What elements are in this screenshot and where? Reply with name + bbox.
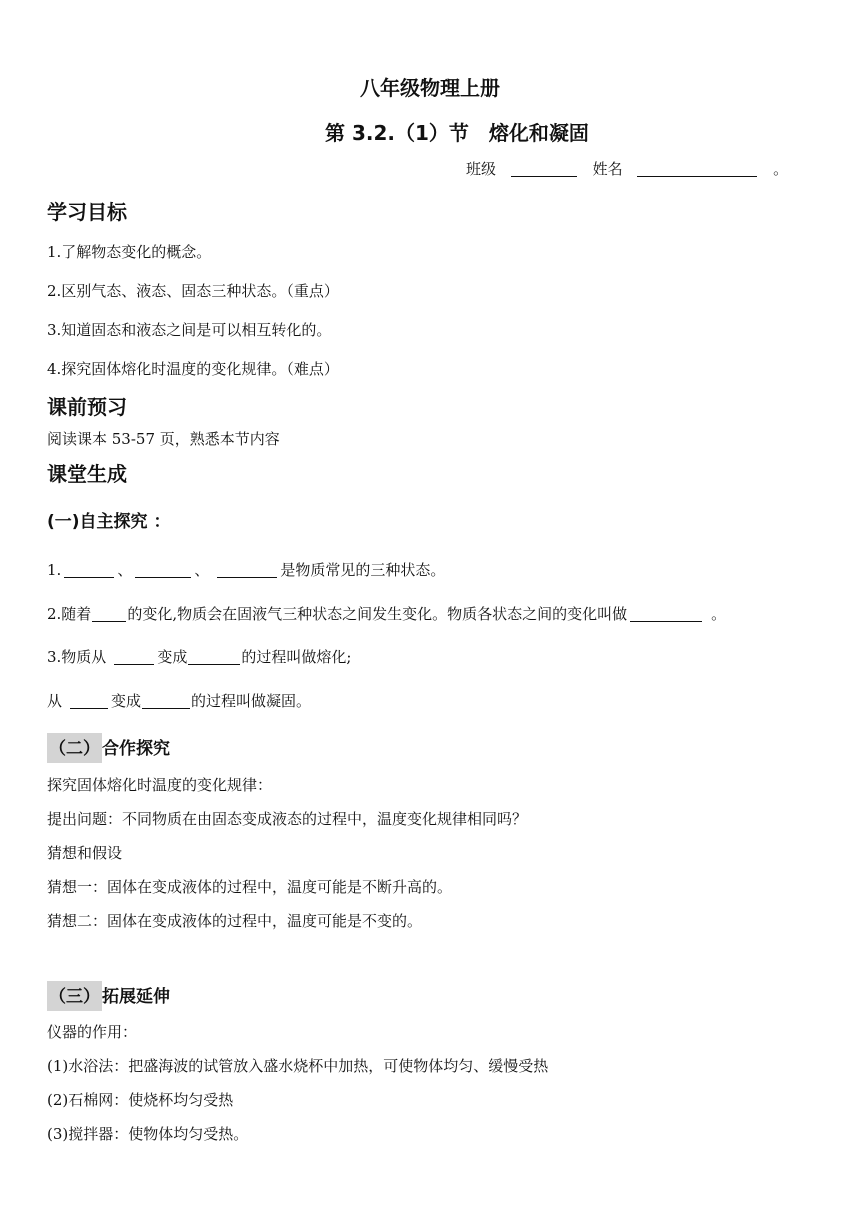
section3-heading xyxy=(47,982,170,1007)
q4-suffix: 的过程叫做凝固。 xyxy=(191,692,312,710)
q1-blank-3[interactable] xyxy=(217,561,277,578)
goals-heading: 学习目标 xyxy=(47,200,127,224)
q1-prefix: 1. xyxy=(47,561,62,579)
preview-heading: 课前预习 xyxy=(47,395,127,419)
q4-mid: 变成 xyxy=(111,692,142,710)
name-blank[interactable] xyxy=(637,160,757,177)
preview-text: 阅读课本 53-57 页，熟悉本节内容 xyxy=(47,430,280,448)
question-1 xyxy=(47,559,445,580)
class-name-line xyxy=(466,158,788,179)
q3-suffix: 的过程叫做熔化; xyxy=(241,648,352,666)
section2-label: （二） xyxy=(47,733,102,763)
q2-blank-1[interactable] xyxy=(92,605,126,622)
class-blank[interactable] xyxy=(511,160,577,177)
goal-item: 1.了解物态变化的概念。 xyxy=(47,243,212,261)
q2-blank-2[interactable] xyxy=(630,605,702,622)
section3-line: (2)石棉网：使烧杯均匀受热 xyxy=(47,1091,234,1109)
q3-blank-1[interactable] xyxy=(114,648,154,665)
class-heading: 课堂生成 xyxy=(47,462,127,486)
q3-mid: 变成 xyxy=(157,648,188,666)
book-title: 八年级物理上册 xyxy=(360,76,500,100)
section3-title: 拓展延伸 xyxy=(102,987,170,1007)
q3-prefix: 3.物质从 xyxy=(47,648,107,666)
section2-line: 猜想二：固体在变成液体的过程中，温度可能是不变的。 xyxy=(47,912,423,930)
section3-label: （三） xyxy=(47,981,102,1011)
section2-line: 猜想一：固体在变成液体的过程中，温度可能是不断升高的。 xyxy=(47,878,453,896)
end-mark: 。 xyxy=(773,160,789,178)
goal-item: 2.区别气态、液态、固态三种状态。（重点） xyxy=(47,282,339,300)
section2-heading xyxy=(47,734,170,759)
lesson-title: 第 3.2.（1）节 熔化和凝固 xyxy=(325,121,589,145)
goal-item: 4.探究固体熔化时温度的变化规律。（难点） xyxy=(47,360,339,378)
section2-line: 猜想和假设 xyxy=(47,844,123,862)
q4-prefix: 从 xyxy=(47,692,63,710)
q1-blank-1[interactable] xyxy=(64,561,114,578)
q2-suffix: 。 xyxy=(711,605,727,623)
question-3 xyxy=(47,646,351,667)
section2-title: 合作探究 xyxy=(102,739,170,759)
question-2 xyxy=(47,603,726,624)
q4-blank-1[interactable] xyxy=(70,692,108,709)
q4-blank-2[interactable] xyxy=(142,692,190,709)
q2-middle: 的变化,物质会在固液气三种状态之间发生变化。物质各状态之间的变化叫做 xyxy=(127,605,628,623)
q2-prefix: 2.随着 xyxy=(47,605,92,623)
q1-suffix: 是物质常见的三种状态。 xyxy=(280,561,446,579)
section3-line: 仪器的作用： xyxy=(47,1023,138,1041)
goal-item: 3.知道固态和液态之间是可以相互转化的。 xyxy=(47,321,332,339)
section1-heading: (一)自主探究 ： xyxy=(47,512,171,532)
section3-line: (1)水浴法：把盛海波的试管放入盛水烧杯中加热，可使物体均匀、缓慢受热 xyxy=(47,1057,549,1075)
q1-blank-2[interactable] xyxy=(135,561,191,578)
q3-blank-2[interactable] xyxy=(188,648,240,665)
section3-line: (3)搅拌器：使物体均匀受热。 xyxy=(47,1125,249,1143)
q1-sep-2: 、 xyxy=(194,561,210,579)
section2-line: 提出问题：不同物质在由固态变成液态的过程中，温度变化规律相同吗？ xyxy=(47,810,528,828)
question-4 xyxy=(47,690,311,711)
q1-sep-1: 、 xyxy=(117,561,133,579)
name-label: 姓名 xyxy=(592,160,623,178)
section2-line: 探究固体熔化时温度的变化规律： xyxy=(47,776,273,794)
class-label: 班级 xyxy=(466,160,497,178)
